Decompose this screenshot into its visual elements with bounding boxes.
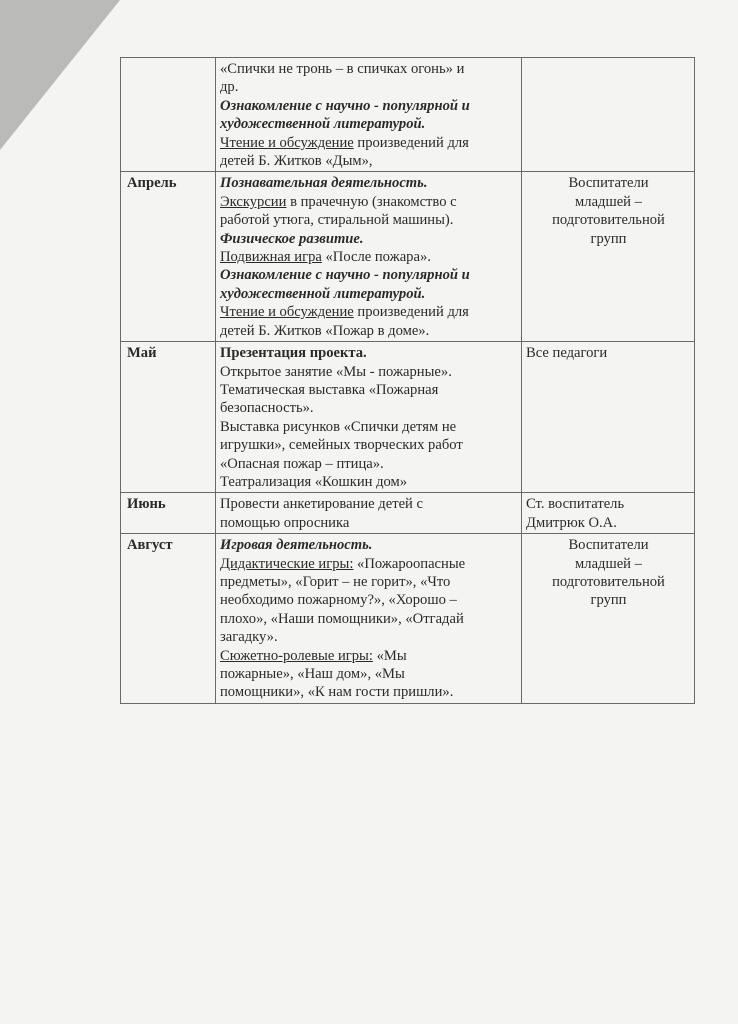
activity-text: Чтение и обсуждение	[220, 134, 354, 151]
activity-line	[220, 322, 518, 340]
activity-text: Сюжетно-ролевые игры:	[220, 647, 373, 664]
activity-text: «Пожароопасные	[353, 555, 466, 572]
activity-text: помощники», «К нам гости пришли».	[220, 684, 454, 701]
responsible-text: Воспитатели	[568, 175, 649, 192]
activity-text: художественной литературой.	[220, 116, 426, 133]
activity-text: необходимо пожарному?», «Хорошо –	[220, 592, 457, 609]
activity-line	[220, 363, 518, 381]
activity-text: Тематическая выставка «Пожарная	[220, 381, 439, 398]
responsible-cell	[522, 493, 695, 534]
activity-line	[220, 573, 518, 591]
month-cell: Апрель	[121, 172, 216, 342]
responsible-text: младшей –	[575, 193, 642, 210]
responsible-text: Дмитрюк О.А.	[526, 514, 617, 531]
activity-line	[220, 495, 518, 513]
activity-text: художественной литературой.	[220, 285, 426, 302]
activity-line	[220, 473, 518, 491]
scan-corner-shadow	[0, 0, 120, 150]
month-cell: Май	[121, 342, 216, 493]
table-row	[121, 172, 695, 342]
activity-line	[220, 134, 518, 152]
activity-text: Открытое занятие «Мы - пожарные».	[220, 363, 452, 380]
activity-text: Познавательная деятельность.	[220, 175, 428, 192]
responsible-cell	[522, 342, 695, 493]
activity-text: игрушки», семейных творческих работ	[220, 437, 463, 454]
activity-line	[220, 514, 518, 532]
activity-text: «После пожара».	[321, 249, 431, 266]
activity-text: плохо», «Наши помощники», «Отгадай	[220, 610, 464, 627]
activity-line	[220, 230, 518, 248]
activity-text: Подвижная игра	[220, 249, 322, 266]
activity-line	[220, 647, 518, 665]
activity-text: Дидактические игры:	[220, 555, 354, 572]
activity-text: «Спички не тронь – в спичках огонь» и	[220, 61, 465, 77]
activity-text: Экскурсии	[220, 193, 287, 210]
activity-text: Выставка рисунков «Спички детям не	[220, 418, 457, 435]
activities-cell	[216, 493, 522, 534]
activity-text: «Опасная пожар – птица».	[220, 455, 384, 472]
activity-line	[220, 303, 518, 321]
table-row	[121, 58, 695, 172]
activity-line	[220, 266, 518, 284]
table-body	[121, 58, 695, 704]
activity-text: «Мы	[372, 647, 407, 664]
activity-text: загадку».	[220, 629, 278, 646]
responsible-cell	[522, 58, 695, 172]
activity-line	[220, 152, 518, 170]
activity-line	[220, 344, 518, 362]
responsible-text: подготовительной	[552, 573, 665, 590]
activity-line	[220, 248, 518, 266]
activity-line	[220, 628, 518, 646]
table-row	[121, 534, 695, 704]
activity-line	[220, 455, 518, 473]
activity-line	[220, 211, 518, 229]
month-cell	[121, 58, 216, 172]
responsible-cell	[522, 534, 695, 704]
activity-text: безопасность».	[220, 400, 314, 417]
activity-text: детей Б. Житков «Пожар в доме».	[220, 322, 430, 339]
activity-text: Чтение и обсуждение	[220, 304, 354, 321]
responsible-text: групп	[590, 592, 627, 609]
responsible-text: подготовительной	[552, 212, 665, 229]
activity-line	[220, 683, 518, 701]
activity-text: помощью опросника	[220, 514, 350, 531]
activities-cell	[216, 58, 522, 172]
activity-text: Ознакомление с научно - популярной и	[220, 97, 470, 114]
activity-line	[220, 610, 518, 628]
activity-line	[220, 97, 518, 115]
activities-cell	[216, 534, 522, 704]
activity-line	[220, 285, 518, 303]
activity-line	[220, 174, 518, 192]
activity-text: Театрализация «Кошкин дом»	[220, 473, 408, 490]
month-cell: Июнь	[121, 493, 216, 534]
activity-line	[220, 193, 518, 211]
activity-text: Игровая деятельность.	[220, 537, 373, 554]
activity-plan-table	[120, 57, 695, 704]
activity-line	[220, 78, 518, 96]
activity-text: произведений для	[353, 134, 469, 151]
activity-line	[220, 591, 518, 609]
responsible-text: групп	[590, 230, 627, 247]
activity-text: работой утюга, стиральной машины).	[220, 212, 454, 229]
table-row	[121, 493, 695, 534]
month-cell: Август	[121, 534, 216, 704]
table-row	[121, 342, 695, 493]
activity-text: др.	[220, 79, 239, 96]
activity-text: Провести анкетирование детей с	[220, 496, 423, 513]
activity-text: Физическое развитие.	[220, 230, 364, 247]
activity-text: произведений для	[353, 304, 469, 321]
activities-cell	[216, 172, 522, 342]
activity-line	[220, 665, 518, 683]
activity-line	[220, 381, 518, 399]
activity-text: Ознакомление с научно - популярной и	[220, 267, 470, 284]
responsible-cell	[522, 172, 695, 342]
activity-text: предметы», «Горит – не горит», «Что	[220, 573, 451, 590]
responsible-text: младшей –	[575, 555, 642, 572]
responsible-text: Все педагоги	[526, 345, 608, 362]
activity-line	[220, 555, 518, 573]
activity-text: Презентация проекта.	[220, 345, 367, 362]
responsible-text: Ст. воспитатель	[526, 496, 625, 513]
activity-line	[220, 536, 518, 554]
activities-cell	[216, 342, 522, 493]
activity-line	[220, 418, 518, 436]
activity-text: детей Б. Житков «Дым»,	[220, 153, 373, 170]
activity-line	[220, 60, 518, 78]
activity-line	[220, 115, 518, 133]
activity-text: пожарные», «Наш дом», «Мы	[220, 666, 405, 682]
activity-line	[220, 436, 518, 454]
activity-text: в прачечную (знакомство с	[286, 193, 457, 210]
activity-line	[220, 399, 518, 417]
responsible-text: Воспитатели	[568, 537, 649, 554]
